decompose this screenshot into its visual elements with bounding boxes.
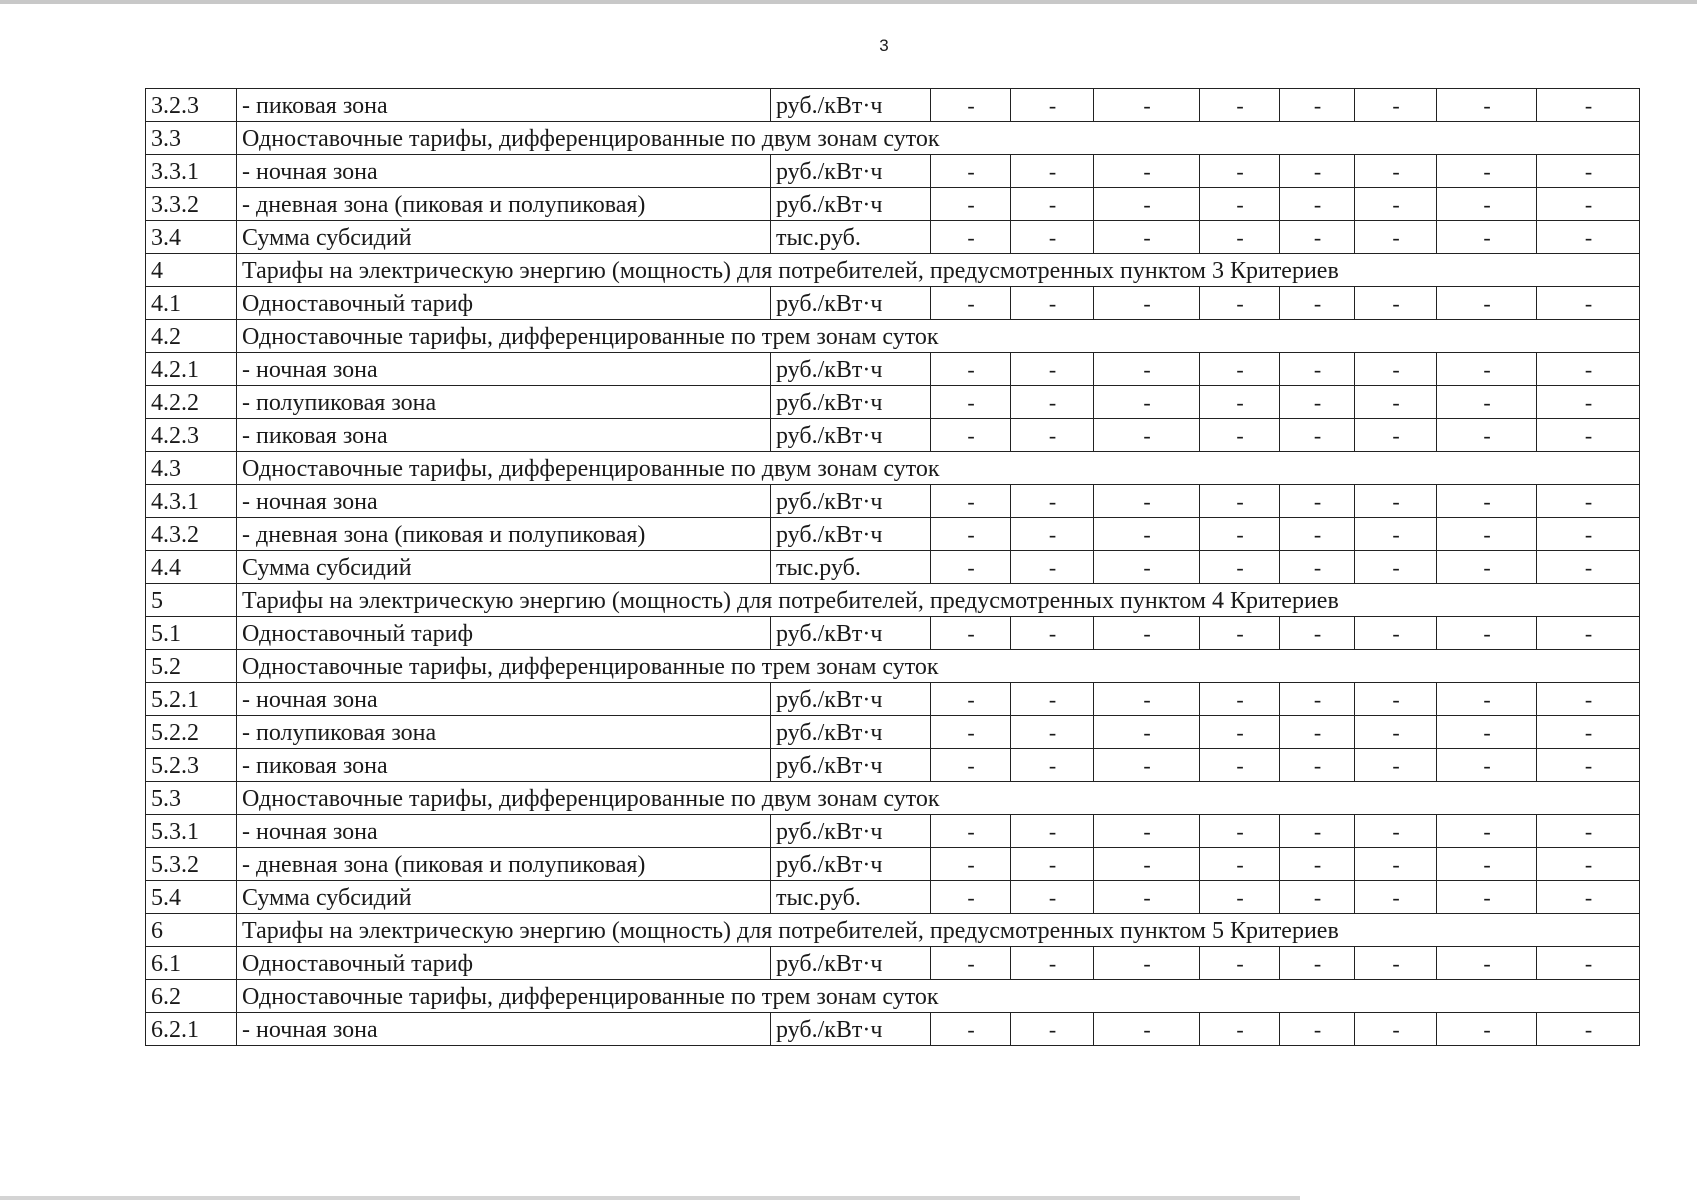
value-cell: -: [1355, 716, 1437, 749]
row-unit: тыс.руб.: [771, 221, 931, 254]
value-cell: -: [1280, 188, 1355, 221]
value-cell: -: [1200, 815, 1280, 848]
value-cell: -: [931, 848, 1011, 881]
value-cell: -: [931, 221, 1011, 254]
value-cell: -: [931, 947, 1011, 980]
value-cell: -: [1355, 155, 1437, 188]
table-row: [146, 716, 1640, 749]
row-name: Одноставочные тарифы, дифференцированные по двум зонам суток: [237, 122, 1640, 155]
value-cell: -: [1200, 683, 1280, 716]
row-number: 5.2.1: [146, 683, 237, 716]
value-cell: -: [1011, 386, 1094, 419]
value-cell: -: [1355, 353, 1437, 386]
row-name: - ночная зона: [237, 1013, 771, 1046]
value-cell: -: [1437, 188, 1537, 221]
row-number: 4.2.1: [146, 353, 237, 386]
value-cell: -: [1094, 287, 1200, 320]
value-cell: -: [931, 551, 1011, 584]
table-row: [146, 155, 1640, 188]
value-cell: -: [1280, 716, 1355, 749]
value-cell: -: [1011, 518, 1094, 551]
row-number: 5.4: [146, 881, 237, 914]
value-cell: -: [1200, 287, 1280, 320]
value-cell: -: [1200, 485, 1280, 518]
row-name: - дневная зона (пиковая и полупиковая): [237, 188, 771, 221]
row-name: Одноставочный тариф: [237, 287, 771, 320]
row-name: - ночная зона: [237, 683, 771, 716]
value-cell: -: [1200, 551, 1280, 584]
value-cell: -: [1200, 749, 1280, 782]
row-number: 3.2.3: [146, 89, 237, 122]
row-number: 3.3.1: [146, 155, 237, 188]
value-cell: -: [1200, 386, 1280, 419]
value-cell: -: [1200, 518, 1280, 551]
value-cell: -: [1437, 749, 1537, 782]
value-cell: -: [1355, 518, 1437, 551]
table-row: [146, 914, 1640, 947]
value-cell: -: [1280, 353, 1355, 386]
value-cell: -: [1200, 89, 1280, 122]
value-cell: -: [1355, 815, 1437, 848]
value-cell: -: [1437, 848, 1537, 881]
value-cell: -: [1094, 848, 1200, 881]
value-cell: -: [1011, 287, 1094, 320]
value-cell: -: [1011, 353, 1094, 386]
value-cell: -: [1200, 947, 1280, 980]
row-number: 4.3.2: [146, 518, 237, 551]
value-cell: -: [1200, 1013, 1280, 1046]
value-cell: -: [1355, 683, 1437, 716]
value-cell: -: [1280, 287, 1355, 320]
table-row: [146, 254, 1640, 287]
value-cell: -: [1280, 386, 1355, 419]
value-cell: -: [1437, 551, 1537, 584]
value-cell: -: [1200, 353, 1280, 386]
value-cell: -: [931, 386, 1011, 419]
row-name: - ночная зона: [237, 353, 771, 386]
row-unit: руб./кВт·ч: [771, 1013, 931, 1046]
value-cell: -: [1355, 485, 1437, 518]
value-cell: -: [931, 419, 1011, 452]
row-unit: руб./кВт·ч: [771, 419, 931, 452]
value-cell: -: [1437, 881, 1537, 914]
value-cell: -: [1537, 815, 1640, 848]
value-cell: -: [1011, 89, 1094, 122]
value-cell: -: [1200, 617, 1280, 650]
table-row: [146, 353, 1640, 386]
row-name: Одноставочный тариф: [237, 947, 771, 980]
row-unit: руб./кВт·ч: [771, 716, 931, 749]
table-row: [146, 518, 1640, 551]
row-name: Сумма субсидий: [237, 551, 771, 584]
value-cell: -: [1437, 386, 1537, 419]
value-cell: -: [1355, 221, 1437, 254]
value-cell: -: [1094, 551, 1200, 584]
row-name: - ночная зона: [237, 815, 771, 848]
row-name: Одноставочный тариф: [237, 617, 771, 650]
row-unit: руб./кВт·ч: [771, 848, 931, 881]
value-cell: -: [1094, 749, 1200, 782]
row-unit: руб./кВт·ч: [771, 749, 931, 782]
value-cell: -: [1200, 716, 1280, 749]
row-unit: руб./кВт·ч: [771, 947, 931, 980]
value-cell: -: [1280, 617, 1355, 650]
row-number: 4.4: [146, 551, 237, 584]
value-cell: -: [931, 683, 1011, 716]
value-cell: -: [1355, 848, 1437, 881]
scan-top-edge: [0, 0, 1697, 4]
row-number: 5.3.1: [146, 815, 237, 848]
value-cell: -: [1280, 848, 1355, 881]
value-cell: -: [1200, 419, 1280, 452]
value-cell: -: [1011, 716, 1094, 749]
value-cell: -: [1200, 188, 1280, 221]
row-number: 6: [146, 914, 237, 947]
row-name: Одноставочные тарифы, дифференцированные по двум зонам суток: [237, 782, 1640, 815]
value-cell: -: [931, 881, 1011, 914]
row-name: Сумма субсидий: [237, 221, 771, 254]
value-cell: -: [1011, 485, 1094, 518]
row-name: - ночная зона: [237, 485, 771, 518]
row-name: Одноставочные тарифы, дифференцированные по трем зонам суток: [237, 980, 1640, 1013]
value-cell: -: [1355, 551, 1437, 584]
row-name: - пиковая зона: [237, 89, 771, 122]
value-cell: -: [1537, 89, 1640, 122]
row-unit: руб./кВт·ч: [771, 617, 931, 650]
value-cell: -: [1094, 485, 1200, 518]
row-number: 4.2.2: [146, 386, 237, 419]
value-cell: -: [1437, 155, 1537, 188]
value-cell: -: [1437, 287, 1537, 320]
value-cell: -: [1200, 221, 1280, 254]
value-cell: -: [1537, 716, 1640, 749]
row-name: - полупиковая зона: [237, 716, 771, 749]
row-name: - пиковая зона: [237, 749, 771, 782]
value-cell: -: [1011, 947, 1094, 980]
row-name: - пиковая зона: [237, 419, 771, 452]
row-number: 5: [146, 584, 237, 617]
row-name: Одноставочные тарифы, дифференцированные по трем зонам суток: [237, 320, 1640, 353]
value-cell: -: [1280, 749, 1355, 782]
table-row: [146, 650, 1640, 683]
value-cell: -: [1094, 353, 1200, 386]
table-row: [146, 815, 1640, 848]
value-cell: -: [1280, 1013, 1355, 1046]
value-cell: -: [1537, 947, 1640, 980]
value-cell: -: [1537, 386, 1640, 419]
value-cell: -: [1200, 881, 1280, 914]
value-cell: -: [1011, 815, 1094, 848]
row-number: 4.1: [146, 287, 237, 320]
value-cell: -: [1011, 419, 1094, 452]
value-cell: -: [1094, 155, 1200, 188]
value-cell: -: [1011, 617, 1094, 650]
row-number: 6.2: [146, 980, 237, 1013]
value-cell: -: [1280, 485, 1355, 518]
value-cell: -: [1537, 485, 1640, 518]
value-cell: -: [1437, 617, 1537, 650]
value-cell: -: [931, 188, 1011, 221]
value-cell: -: [931, 1013, 1011, 1046]
value-cell: -: [1094, 221, 1200, 254]
value-cell: -: [1011, 155, 1094, 188]
tariff-table-body: [146, 89, 1640, 1046]
table-row: [146, 452, 1640, 485]
scan-bottom-edge: [0, 1196, 1300, 1200]
row-number: 4.3: [146, 452, 237, 485]
value-cell: -: [1094, 1013, 1200, 1046]
row-unit: руб./кВт·ч: [771, 353, 931, 386]
value-cell: -: [931, 617, 1011, 650]
row-number: 4: [146, 254, 237, 287]
value-cell: -: [1011, 848, 1094, 881]
tariff-table: [145, 88, 1640, 1046]
value-cell: -: [1280, 815, 1355, 848]
value-cell: -: [1537, 287, 1640, 320]
value-cell: -: [1537, 518, 1640, 551]
value-cell: -: [1200, 848, 1280, 881]
value-cell: -: [1537, 617, 1640, 650]
value-cell: -: [1011, 683, 1094, 716]
table-row: [146, 89, 1640, 122]
row-unit: руб./кВт·ч: [771, 287, 931, 320]
value-cell: -: [1094, 815, 1200, 848]
row-unit: руб./кВт·ч: [771, 815, 931, 848]
value-cell: -: [1355, 188, 1437, 221]
value-cell: -: [1094, 89, 1200, 122]
value-cell: -: [1437, 221, 1537, 254]
table-row: [146, 749, 1640, 782]
value-cell: -: [1355, 881, 1437, 914]
table-row: [146, 221, 1640, 254]
row-unit: руб./кВт·ч: [771, 155, 931, 188]
row-unit: тыс.руб.: [771, 881, 931, 914]
value-cell: -: [931, 155, 1011, 188]
value-cell: -: [1094, 683, 1200, 716]
row-name: - ночная зона: [237, 155, 771, 188]
value-cell: -: [1094, 188, 1200, 221]
value-cell: -: [1437, 1013, 1537, 1046]
value-cell: -: [1355, 749, 1437, 782]
value-cell: -: [1280, 155, 1355, 188]
value-cell: -: [1437, 518, 1537, 551]
table-row: [146, 320, 1640, 353]
table-row: [146, 881, 1640, 914]
value-cell: -: [1011, 1013, 1094, 1046]
value-cell: -: [1094, 419, 1200, 452]
table-row: [146, 386, 1640, 419]
row-unit: руб./кВт·ч: [771, 386, 931, 419]
row-unit: руб./кВт·ч: [771, 518, 931, 551]
value-cell: -: [1437, 716, 1537, 749]
row-unit: руб./кВт·ч: [771, 89, 931, 122]
value-cell: -: [1200, 155, 1280, 188]
row-number: 3.3: [146, 122, 237, 155]
value-cell: -: [931, 485, 1011, 518]
table-row: [146, 848, 1640, 881]
value-cell: -: [1280, 89, 1355, 122]
value-cell: -: [1355, 287, 1437, 320]
value-cell: -: [1537, 221, 1640, 254]
row-number: 3.3.2: [146, 188, 237, 221]
value-cell: -: [931, 353, 1011, 386]
table-row: [146, 419, 1640, 452]
table-row: [146, 617, 1640, 650]
value-cell: -: [1437, 947, 1537, 980]
value-cell: -: [1094, 881, 1200, 914]
row-unit: руб./кВт·ч: [771, 188, 931, 221]
value-cell: -: [1437, 419, 1537, 452]
value-cell: -: [1094, 617, 1200, 650]
value-cell: -: [1355, 947, 1437, 980]
value-cell: -: [1011, 749, 1094, 782]
row-number: 6.1: [146, 947, 237, 980]
row-number: 3.4: [146, 221, 237, 254]
value-cell: -: [1437, 485, 1537, 518]
row-unit: руб./кВт·ч: [771, 683, 931, 716]
row-number: 4.2: [146, 320, 237, 353]
value-cell: -: [1280, 518, 1355, 551]
table-row: [146, 1013, 1640, 1046]
table-row: [146, 947, 1640, 980]
row-name: Одноставочные тарифы, дифференцированные по трем зонам суток: [237, 650, 1640, 683]
row-unit: руб./кВт·ч: [771, 485, 931, 518]
table-row: [146, 980, 1640, 1013]
value-cell: -: [1011, 881, 1094, 914]
row-number: 5.3: [146, 782, 237, 815]
value-cell: -: [1437, 683, 1537, 716]
value-cell: -: [1537, 848, 1640, 881]
value-cell: -: [1537, 353, 1640, 386]
table-row: [146, 485, 1640, 518]
value-cell: -: [931, 749, 1011, 782]
table-row: [146, 551, 1640, 584]
value-cell: -: [1094, 518, 1200, 551]
value-cell: -: [1011, 221, 1094, 254]
value-cell: -: [931, 89, 1011, 122]
value-cell: -: [1355, 419, 1437, 452]
value-cell: -: [1094, 716, 1200, 749]
row-name: Тарифы на электрическую энергию (мощность) для потребителей, предусмотренных пунктом 4 Критериев: [237, 584, 1640, 617]
row-number: 5.1: [146, 617, 237, 650]
value-cell: -: [1355, 1013, 1437, 1046]
value-cell: -: [1280, 221, 1355, 254]
row-name: Одноставочные тарифы, дифференцированные по двум зонам суток: [237, 452, 1640, 485]
table-row: [146, 188, 1640, 221]
page-number: 3: [879, 36, 889, 55]
value-cell: -: [1094, 386, 1200, 419]
value-cell: -: [1437, 815, 1537, 848]
value-cell: -: [1011, 188, 1094, 221]
row-number: 5.2.3: [146, 749, 237, 782]
value-cell: -: [1280, 551, 1355, 584]
row-number: 5.3.2: [146, 848, 237, 881]
value-cell: -: [931, 716, 1011, 749]
value-cell: -: [931, 287, 1011, 320]
value-cell: -: [1537, 188, 1640, 221]
value-cell: -: [1280, 947, 1355, 980]
row-name: Сумма субсидий: [237, 881, 771, 914]
table-row: [146, 782, 1640, 815]
row-unit: тыс.руб.: [771, 551, 931, 584]
value-cell: -: [1355, 617, 1437, 650]
row-number: 5.2.2: [146, 716, 237, 749]
value-cell: -: [931, 815, 1011, 848]
value-cell: -: [1537, 881, 1640, 914]
value-cell: -: [1437, 89, 1537, 122]
value-cell: -: [1011, 551, 1094, 584]
row-number: 5.2: [146, 650, 237, 683]
row-number: 6.2.1: [146, 1013, 237, 1046]
row-name: - дневная зона (пиковая и полупиковая): [237, 518, 771, 551]
value-cell: -: [1280, 881, 1355, 914]
value-cell: -: [1537, 683, 1640, 716]
table-row: [146, 122, 1640, 155]
row-name: - полупиковая зона: [237, 386, 771, 419]
value-cell: -: [1280, 419, 1355, 452]
value-cell: -: [1094, 947, 1200, 980]
value-cell: -: [931, 518, 1011, 551]
table-row: [146, 683, 1640, 716]
value-cell: -: [1537, 155, 1640, 188]
value-cell: -: [1537, 749, 1640, 782]
value-cell: -: [1280, 683, 1355, 716]
value-cell: -: [1355, 386, 1437, 419]
value-cell: -: [1537, 551, 1640, 584]
row-name: Тарифы на электрическую энергию (мощность) для потребителей, предусмотренных пунктом 3 Критериев: [237, 254, 1640, 287]
value-cell: -: [1537, 1013, 1640, 1046]
row-name: Тарифы на электрическую энергию (мощность) для потребителей, предусмотренных пунктом 5 Критериев: [237, 914, 1640, 947]
row-number: 4.3.1: [146, 485, 237, 518]
value-cell: -: [1355, 89, 1437, 122]
row-number: 4.2.3: [146, 419, 237, 452]
table-row: [146, 287, 1640, 320]
value-cell: -: [1437, 353, 1537, 386]
table-row: [146, 584, 1640, 617]
row-name: - дневная зона (пиковая и полупиковая): [237, 848, 771, 881]
value-cell: -: [1537, 419, 1640, 452]
